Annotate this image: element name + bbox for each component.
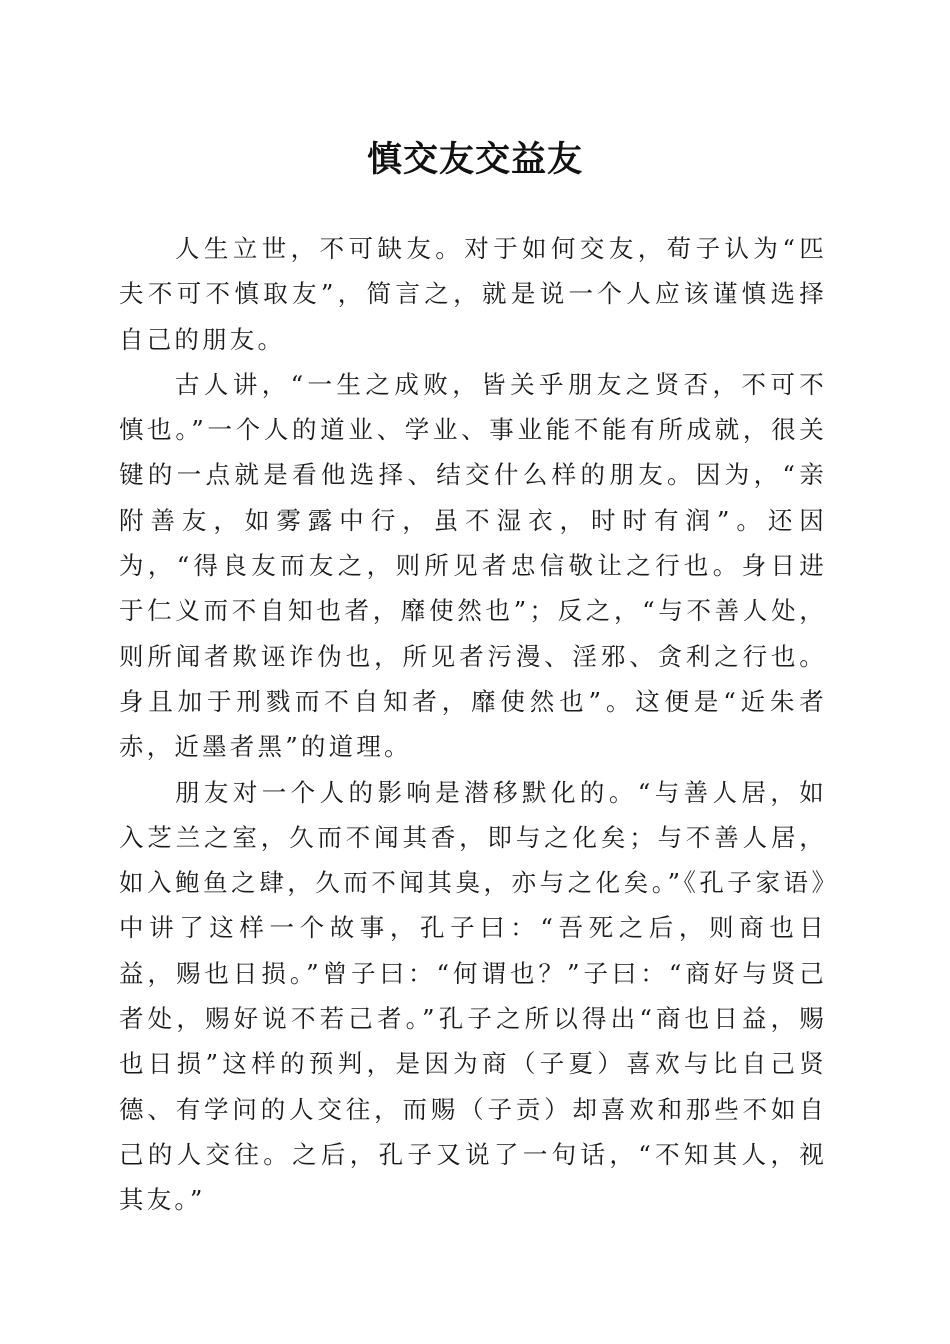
paragraph-1: 人生立世，不可缺友。对于如何交友，荀子认为“匹夫不可不慎取友”，简言之，就是说一个人应该谨慎选择自己的朋友。 <box>119 234 827 354</box>
document-body <box>119 226 827 1223</box>
document-title: 慎交友交益友 <box>366 139 583 180</box>
paragraph-2: 古人讲，“一生之成败，皆关乎朋友之贤否，不可不慎也。”一个人的道业、学业、事业能不能有所成就，很关键的一点就是看他选择、结交什么样的朋友。因为，“亲附善友，如雾露中行，虽不湿衣，时时有润”。还因为，“得良友而友之，则所见者忠信敬让之行也。身日进于仁义而不自知也者，靡使然也”；反之，“与不善人处，则所闻者欺诬诈伪也，所见者污漫、淫邪、贪利之行也。身且加于刑戮而不自知者，靡使然也”。这便是“近朱者赤，近墨者黑”的道理。 <box>119 369 827 762</box>
paragraph-3: 朋友对一个人的影响是潜移默化的。“与善人居，如入芝兰之室，久而不闻其香，即与之化矣；与不善人居，如入鲍鱼之肆，久而不闻其臭，亦与之化矣。”《孔子家语》中讲了这样一个故事，孔子曰：“吾死之后，则商也日益，赐也日损。”曾子曰：“何谓也？”子曰：“商好与贤己者处，赐好说不若己者。”孔子之所以得出“商也日益，赐也日损”这样的预判，是因为商（子夏）喜欢与比自己贤德、有学问的人交往，而赐（子贡）却喜欢和那些不如自己的人交往。之后，孔子又说了一句话，“不知其人，视其友。” <box>119 777 827 1215</box>
